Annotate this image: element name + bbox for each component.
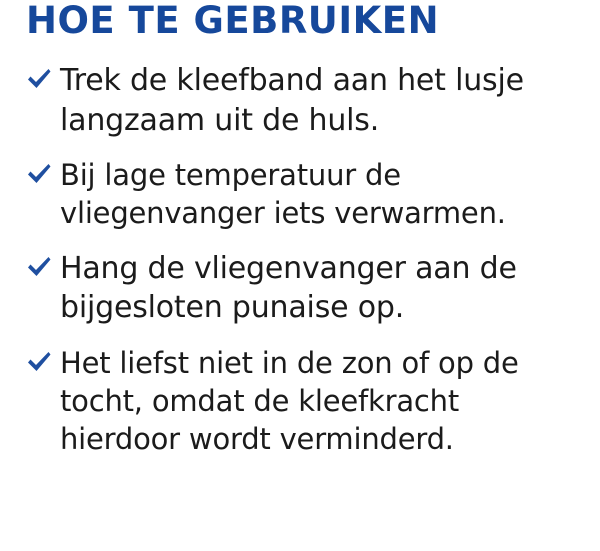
instruction-text: Hang de vliegenvanger aan de bijgesloten punaise op. — [60, 250, 517, 326]
check-mark-icon — [26, 350, 60, 376]
list-item — [26, 344, 582, 459]
list-item — [26, 61, 582, 140]
instruction-list — [26, 61, 582, 459]
check-mark-icon — [26, 255, 60, 281]
page-title: HOE TE GEBRUIKEN — [26, 0, 440, 42]
check-mark-icon — [26, 162, 60, 188]
check-mark-icon — [26, 67, 60, 93]
instruction-text: Trek de kleefband aan het lusje langzaam uit de huls. — [60, 63, 524, 138]
list-item — [26, 249, 582, 328]
instruction-text: Het liefst niet in de zon of op de tocht, omdat de kleefkracht hierdoor wordt verminderd. — [60, 345, 519, 457]
list-item — [26, 156, 582, 233]
instruction-text: Bij lage temperatuur de vliegenvanger iets verwarmen. — [60, 158, 506, 231]
